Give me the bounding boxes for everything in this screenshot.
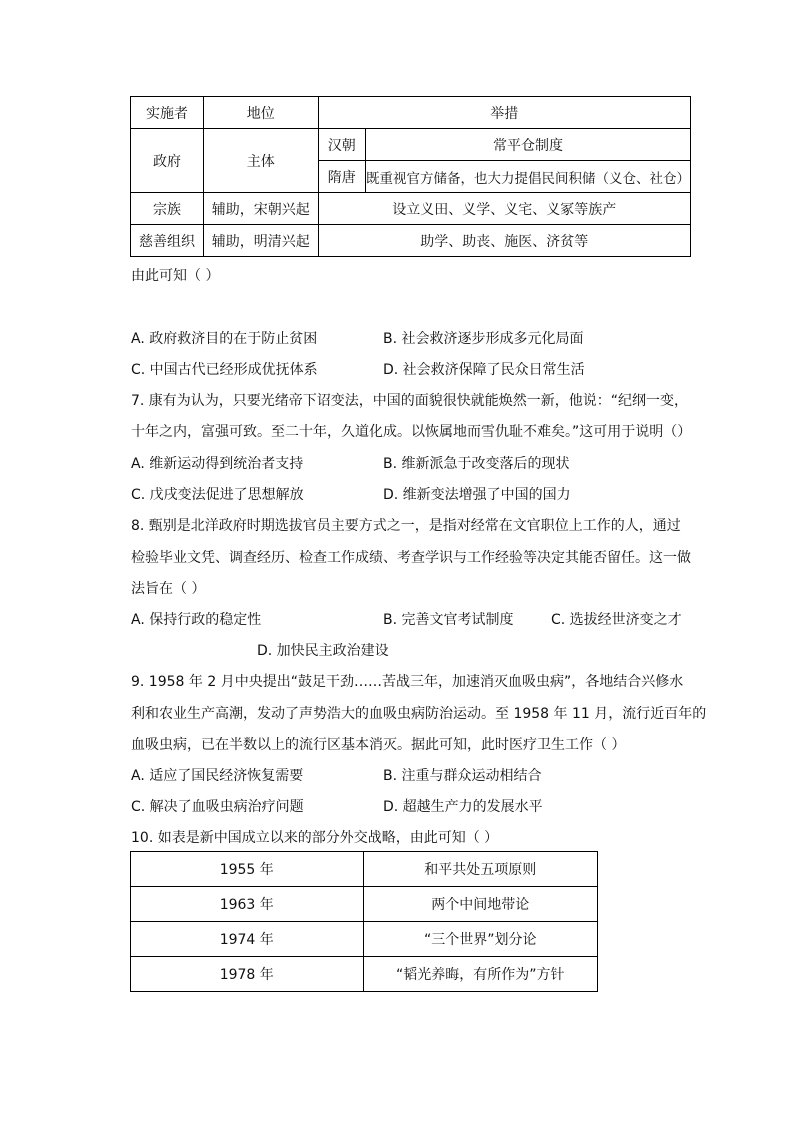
cell-charity: 慈善组织 [131,225,204,257]
q9-line-2: 利和农业生产高潮，发动了声势浩大的血吸虫病防治运动。至 1958 年 11 月，流行近百年的 [131,706,707,722]
cell-year: 1978 年 [131,957,364,992]
q9-line-1: 9. 1958 年 2 月中央提出“鼓足干劲……苦战三年，加速消灭血吸虫病”，各地结合兴修水 [131,674,684,690]
cell-charity-role: 辅助，明清兴起 [204,225,319,257]
q6-stem: 由此可知（ ） [131,268,220,284]
cell-strategy: “韬光养晦，有所作为”方针 [363,957,598,992]
q7-option-d: D. 维新变法增强了中国的国力 [383,487,571,503]
cell-charity-measure: 助学、助丧、施医、济贫等 [318,225,690,257]
q8-option-c: C. 选拔经世济变之才 [551,612,682,628]
cell-clan: 宗族 [131,193,204,225]
table-row [131,225,691,257]
q8-line-1: 8. 甄别是北洋政府时期选拔官员主要方式之一，是指对经常在文官职位上工作的人，通过 [131,518,681,534]
q8-line-3: 法旨在（ ） [131,581,206,597]
cell-han: 汉朝 [318,129,365,161]
table-row [131,957,598,992]
diplomacy-table [130,851,598,992]
table-row [131,97,691,129]
cell-gov: 政府 [131,129,204,193]
cell-suitang: 隋唐 [318,161,365,193]
table-row [131,852,598,887]
cell-clan-role: 辅助，宋朝兴起 [204,193,319,225]
q6-option-b: B. 社会救济逐步形成多元化局面 [383,331,584,347]
q7-option-a: A. 维新运动得到统治者支持 [131,456,304,472]
cell-suitang-measure: 既重视官方储备，也大力提倡民间积储（义仓、社仓） [365,161,690,193]
cell-year: 1955 年 [131,852,364,887]
cell-strategy: 两个中间地带论 [363,887,598,922]
table-row [131,887,598,922]
q6-option-d: D. 社会救济保障了民众日常生活 [383,362,585,378]
q9-line-3: 血吸虫病，已在半数以上的流行区基本消灭。据此可知，此时医疗卫生工作（ ） [131,737,626,753]
q8-option-d: D. 加快民主政治建设 [257,643,389,659]
cell-gov-role: 主体 [204,129,319,193]
q8-option-b: B. 完善文官考试制度 [383,612,514,628]
q10-stem: 10. 如表是新中国成立以来的部分外交战略，由此可知（ ） [131,830,499,846]
q7-option-c: C. 戊戌变法促进了思想解放 [131,487,304,503]
cell-han-measure: 常平仓制度 [365,129,690,161]
table-row [131,129,691,161]
q6-option-c: C. 中国古代已经形成优抚体系 [131,362,318,378]
q8-option-a: A. 保持行政的稳定性 [131,612,262,628]
relief-table [130,96,691,257]
q7-option-b: B. 维新派急于改变落后的现状 [383,456,570,472]
table-row [131,193,691,225]
cell-strategy: “三个世界”划分论 [363,922,598,957]
q7-line-1: 7. 康有为认为，只要光绪帝下诏变法，中国的面貌很快就能焕然一新，他说：“纪纲一变， [131,393,689,409]
cell-year: 1974 年 [131,922,364,957]
header-measures: 举措 [318,97,690,129]
q9-option-d: D. 超越生产力的发展水平 [383,799,543,815]
header-implementer: 实施者 [131,97,204,129]
table-row [131,922,598,957]
cell-year: 1963 年 [131,887,364,922]
q8-line-2: 检验毕业文凭、调查经历、检查工作成绩、考查学识与工作经验等决定其能否留任。这一做 [131,550,691,566]
cell-clan-measure: 设立义田、义学、义宅、义冢等族产 [318,193,690,225]
q9-option-b: B. 注重与群众运动相结合 [383,768,542,784]
q6-option-a: A. 政府救济目的在于防止贫困 [131,331,318,347]
q9-option-c: C. 解决了血吸虫病治疗问题 [131,799,304,815]
q9-option-a: A. 适应了国民经济恢复需要 [131,768,304,784]
header-status: 地位 [204,97,319,129]
q7-line-2: 十年之内，富强可致。至二十年，久道化成。以恢属地而雪仇耻不难矣。”这可用于说明（） [131,424,692,440]
cell-strategy: 和平共处五项原则 [363,852,598,887]
